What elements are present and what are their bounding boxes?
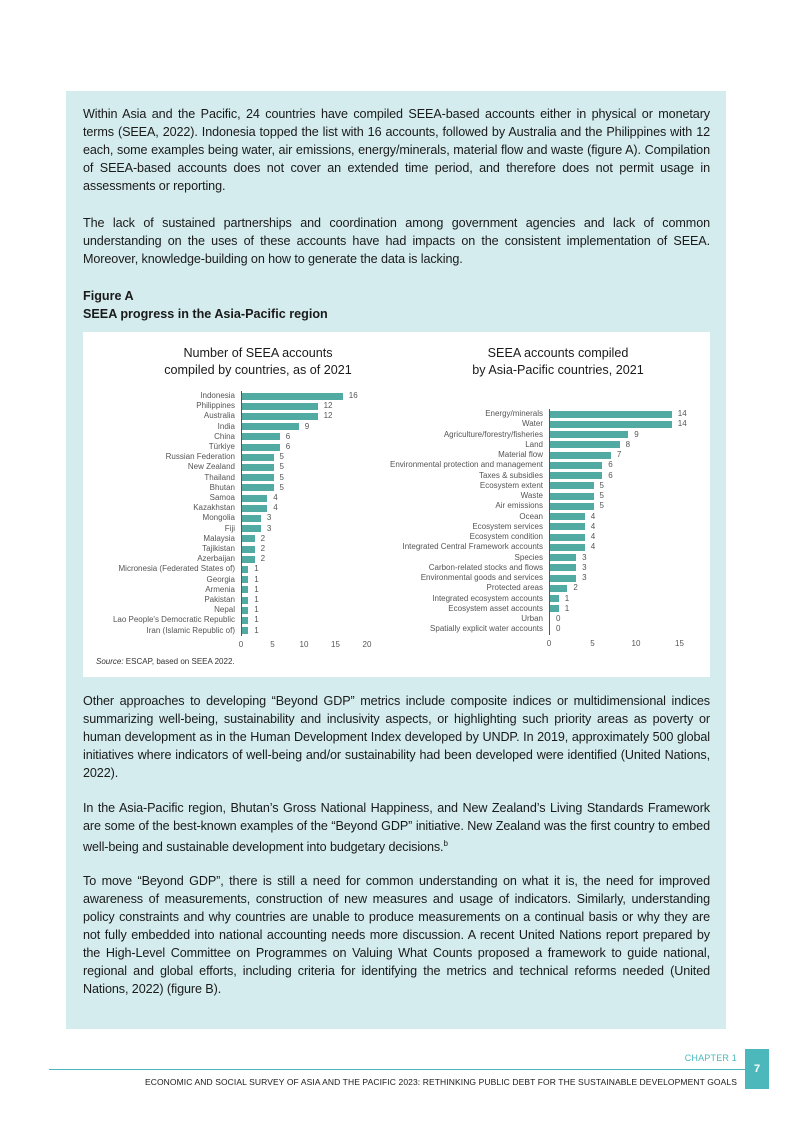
- chart-right-title-line1: SEEA accounts compiled: [487, 346, 629, 360]
- chart-value-label: 1: [254, 584, 259, 594]
- category-text: Water: [521, 419, 543, 429]
- category-text: Micronesia (Federated States of): [118, 564, 235, 574]
- chart-value-label: 9: [304, 421, 310, 431]
- chart-category-label: [83, 522, 543, 532]
- category-text: Ecosystem condition: [469, 532, 543, 541]
- category-text: Material flow: [498, 450, 543, 459]
- chart-category-label: [83, 553, 543, 563]
- category-text: Lao People's Democratic Republic: [112, 615, 235, 625]
- chart-category-label: [83, 532, 543, 542]
- chart-left-title-line2: compiled by countries, as of 2021: [164, 363, 352, 377]
- category-text: Ecosystem extent: [479, 480, 543, 490]
- category-text: Iran (Islamic Republic of): [146, 625, 235, 635]
- chart-value-label: 2: [573, 583, 578, 593]
- category-text: Air emissions: [495, 501, 543, 511]
- chart-value-label: 12: [323, 411, 333, 421]
- category-text: Indonesia: [200, 391, 235, 400]
- chart-x-tick: 0: [238, 639, 244, 649]
- chart-x-tick: 10: [631, 638, 641, 648]
- chart-value-label: 5: [279, 452, 284, 462]
- chart-value-label: 4: [590, 521, 596, 531]
- chart-category-label: [83, 604, 543, 614]
- category-text: Australia: [203, 411, 235, 421]
- category-text: Philippines: [196, 401, 235, 411]
- figure-source: [96, 657, 235, 666]
- chart-value-label: 5: [599, 480, 604, 490]
- footer-divider: [49, 1069, 745, 1070]
- category-text: Ocean: [519, 511, 543, 521]
- chart-x-tick: 0: [546, 638, 552, 648]
- chart-bar: [550, 513, 585, 520]
- chart-value-label: 1: [254, 625, 259, 635]
- chart-value-label: 1: [254, 605, 259, 615]
- chart-left-title: [123, 345, 393, 379]
- chart-bar: [242, 393, 343, 400]
- chart-value-label: 4: [590, 511, 596, 521]
- chart-value-label: 0: [556, 624, 561, 634]
- paragraph-seea-challenges: The lack of sustained partnerships and coordination among government agencies and lack of common understanding on the uses of these accounts have had impacts on the consistent implementation of SEEA. Moreover, knowledge-building on how to generate the data is lacking.: [83, 216, 710, 266]
- category-text: Georgia: [206, 574, 235, 584]
- paragraph-asia-pacific-examples: [83, 799, 710, 856]
- chart-bar: [550, 503, 594, 510]
- chart-value-label: 3: [266, 513, 272, 523]
- chart-value-label: 0: [556, 614, 561, 623]
- category-text: Environmental goods and services: [420, 573, 543, 582]
- chart-value-label: 5: [599, 501, 604, 511]
- figure-label: Figure A: [83, 289, 134, 303]
- category-text: Integrated ecosystem accounts: [432, 593, 543, 603]
- chart-bar: [550, 534, 585, 541]
- chart-bar: [550, 544, 585, 551]
- chart-bar: [550, 564, 576, 571]
- chart-category-label: [83, 460, 543, 470]
- chart-category-label: [83, 430, 543, 440]
- chart-bar: [550, 441, 620, 448]
- chart-value-label: 6: [608, 460, 613, 470]
- chart-category-label: [83, 583, 543, 593]
- chart-bar: [550, 411, 672, 418]
- figure-panel: [83, 332, 710, 677]
- chart-bar: [550, 523, 585, 530]
- paragraph-asia-pacific-text: In the Asia-Pacific region, Bhutan’s Gross National Happiness, and New Zealand’s Living Standards Framework are some of the best-known examples of the “Beyond GDP” initiative. New Zealand was the first country to embed well-being and sustainable development into budgetary decisions.: [83, 801, 710, 855]
- chart-bar: [550, 482, 594, 489]
- category-text: Thailand: [204, 472, 235, 482]
- chart-value-label: 6: [608, 470, 613, 480]
- category-text: Kazakhstan: [193, 503, 235, 513]
- chart-category-label: [83, 440, 543, 450]
- chart-value-label: 3: [582, 562, 587, 572]
- chart-category-label: [83, 471, 543, 481]
- category-text: Tajikistan: [202, 544, 235, 553]
- chart-value-label: 1: [254, 615, 259, 625]
- category-text: Nepal: [214, 605, 235, 615]
- category-text: Protected areas: [486, 583, 543, 593]
- chart-bar: [550, 554, 576, 561]
- chart-value-label: 1: [254, 595, 259, 604]
- chart-category-label: [83, 419, 543, 429]
- chart-value-label: 4: [590, 532, 596, 541]
- chart-x-tick: 5: [590, 638, 595, 648]
- source-text: ESCAP, based on SEEA 2022.: [123, 657, 235, 666]
- chart-value-label: 12: [323, 401, 333, 411]
- chart-right-title: [423, 345, 693, 379]
- category-text: China: [214, 431, 235, 441]
- paragraph-seea-countries: Within Asia and the Pacific, 24 countries have compiled SEEA-based accounts either in physical or monetary terms (SEEA, 2022). Indonesia topped the list with 16 accounts, followed by Australia and the Philippines with 12 each, some examples being water, air emissions, energy/minerals, material flow and waste (figure A). Compilation of SEEA-based accounts does not cover an extended time period, and therefore does not permit usage in assessments or reporting.: [83, 107, 710, 193]
- category-text: Fiji: [224, 523, 235, 533]
- category-text: Energy/minerals: [485, 409, 543, 418]
- category-text: Malaysia: [203, 533, 235, 543]
- chart-bar: [550, 452, 611, 459]
- chart-x-tick: 15: [331, 639, 340, 649]
- chart-category-label: [83, 512, 543, 522]
- chart-bar: [550, 605, 559, 612]
- category-text: Species: [514, 552, 543, 562]
- category-text: Ecosystem services: [472, 521, 543, 531]
- category-text: Urban: [521, 614, 543, 623]
- category-text: India: [217, 421, 235, 431]
- chart-category-label: [83, 491, 543, 501]
- source-prefix: Source:: [96, 657, 124, 666]
- chart-value-label: 6: [285, 442, 291, 451]
- category-text: Bhutan: [209, 482, 235, 492]
- category-text: Carbon-related stocks and flows: [428, 562, 543, 572]
- chart-category-label: [83, 573, 543, 583]
- chart-right-title-line2: by Asia-Pacific countries, 2021: [472, 363, 644, 377]
- chart-value-label: 3: [266, 523, 272, 533]
- chart-value-label: 14: [677, 419, 687, 429]
- chart-category-label: [83, 614, 543, 624]
- chart-value-label: 5: [599, 491, 604, 500]
- chart-category-label: [83, 501, 543, 511]
- chart-value-label: 2: [260, 554, 266, 564]
- chart-bar: [550, 472, 602, 479]
- figure-title: SEEA progress in the Asia-Pacific region: [83, 307, 328, 321]
- category-text: Armenia: [205, 584, 235, 594]
- category-text: Agriculture/forestry/fisheries: [443, 429, 543, 439]
- category-text: Pakistan: [204, 595, 235, 604]
- chart-value-label: 4: [273, 503, 278, 513]
- chart-bar: [550, 421, 672, 428]
- category-text: Samoa: [209, 493, 235, 502]
- chart-bar: [550, 595, 559, 602]
- chart-value-label: 4: [590, 542, 596, 552]
- footer-chapter: CHAPTER 1: [684, 1053, 737, 1063]
- category-text: Ecosystem asset accounts: [448, 603, 543, 613]
- chart-category-label: [83, 391, 235, 401]
- chart-bar: [550, 575, 576, 582]
- chart-value-label: 4: [273, 493, 278, 502]
- chart-bar: [550, 493, 594, 500]
- category-text: Azerbaijan: [197, 554, 235, 564]
- chart-x-tick: 10: [299, 639, 309, 649]
- category-text: New Zealand: [187, 462, 235, 472]
- category-text: Integrated Central Framework accounts: [402, 542, 543, 552]
- chart-value-label: 2: [260, 533, 266, 543]
- chart-x-tick: 20: [362, 639, 372, 649]
- category-text: Waste: [520, 491, 543, 500]
- chart-value-label: 6: [285, 431, 291, 441]
- paragraph-beyond-gdp-approaches: Other approaches to developing “Beyond GDP” metrics include composite indices or multidimensional indices summarizing well-being, sustainability and inclusivity aspects, or highlighting such priority areas as poverty or human development as in the Human Development Index developed by UNDP. In 2019, approximately 500 global initiatives where indicators of well-being and/or sustainability had been developed were identified (United Nations, 2022).: [83, 694, 710, 780]
- chart-category-label: [83, 542, 543, 552]
- chart-category-label: [83, 624, 543, 634]
- category-text: Environmental protection and management: [390, 460, 543, 470]
- chart-value-label: 9: [634, 429, 639, 439]
- category-text: Russian Federation: [165, 452, 235, 462]
- chart-x-tick: 5: [270, 639, 275, 649]
- footnote-marker[interactable]: b: [443, 839, 448, 848]
- chart-value-label: 1: [254, 574, 259, 584]
- chart-value-label: 5: [279, 472, 284, 482]
- chart-category-label: [83, 409, 543, 419]
- chart-value-label: 3: [582, 573, 587, 582]
- chart-value-label: 14: [677, 409, 687, 418]
- chart-value-label: 1: [564, 603, 570, 613]
- chart-category-label: [83, 594, 543, 604]
- category-text: Türkiye: [208, 442, 235, 451]
- chart-bar: [550, 585, 567, 592]
- chart-value-label: 5: [279, 482, 284, 492]
- chart-category-label: [83, 450, 543, 460]
- chart-left-title-line1: Number of SEEA accounts: [183, 346, 333, 360]
- chart-value-label: 8: [625, 439, 631, 449]
- category-text: Mongolia: [202, 513, 235, 523]
- chart-value-label: 16: [348, 391, 358, 400]
- chart-category-label: [83, 563, 543, 573]
- paragraph-moving-beyond-gdp: To move “Beyond GDP”, there is still a need for common understanding on what it is, the need for improved awareness of measurements, construction of new measures and usage of indicators. Similarly, understanding policy constraints and why countries are unable to produce measurements on a continual basis or why they are not fully embedded into national accounting needs more discussion. A recent United Nations report prepared by the High-Level Committee on Programmes on Valuing What Counts proposed a framework to guide national, regional and global efforts, including criteria for identifying the metrics and technical reforms needed (United Nations, 2022) (figure B).: [83, 874, 710, 996]
- chart-value-label: 2: [260, 544, 266, 553]
- chart-value-label: 3: [582, 552, 587, 562]
- footer-publication-title: ECONOMIC AND SOCIAL SURVEY OF ASIA AND THE PACIFIC 2023: RETHINKING PUBLIC DEBT FOR THE SUSTAINABLE DEVELOPMENT GOALS: [144, 1077, 737, 1087]
- category-text: Taxes & subsidies: [478, 470, 543, 480]
- chart-value-label: 5: [279, 462, 284, 472]
- chart-value-label: 7: [616, 450, 622, 459]
- chart-value-label: 1: [564, 593, 570, 603]
- page-number: 7: [745, 1049, 769, 1089]
- category-text: Spatially explicit water accounts: [430, 624, 543, 634]
- chart-bar: [550, 431, 628, 438]
- chart-x-tick: 15: [675, 638, 684, 648]
- category-text: Land: [525, 439, 543, 449]
- chart-category-label: [83, 481, 543, 491]
- chart-value-label: 1: [254, 564, 259, 574]
- chart-bar: [550, 462, 602, 469]
